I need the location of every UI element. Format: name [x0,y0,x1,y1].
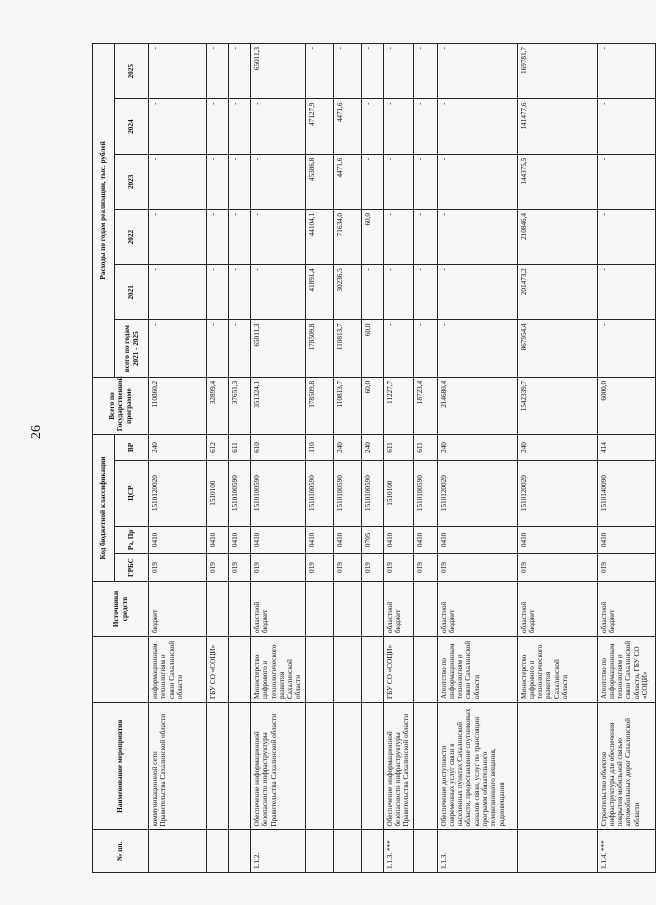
row-num [229,830,251,873]
header-year-2021: 2021 [115,265,149,320]
table-row [251,44,306,873]
row-total: 110813,7 [333,377,361,434]
row-2024: - [383,99,413,154]
row-2025: 65011,3 [251,44,306,99]
row-csr: 1510120020 [149,460,207,526]
row-rzpr: 0410 [437,526,517,554]
row-vr: 611 [229,435,251,461]
row-total: 32899,4 [207,377,229,434]
row-vr: 414 [597,435,655,461]
row-csr: 1510100590 [361,460,383,526]
row-total-years: - [597,320,655,377]
row-source: областной бюджет [383,581,413,636]
header-year-2025: 2025 [115,44,149,99]
row-total-years: - [413,320,437,377]
row-2022: - [383,209,413,264]
row-2022: 71634,0 [333,209,361,264]
row-2022: 210846,4 [517,209,597,264]
header-num: № пп. [93,830,149,873]
row-2025: - [597,44,655,99]
row-rzpr: 0410 [149,526,207,554]
row-csr: 1510100 [207,460,229,526]
row-source [413,581,437,636]
header-csr: ЦСР [115,460,149,526]
row-2025: - [437,44,517,99]
row-name [333,702,361,830]
row-total-years: - [229,320,251,377]
row-2024: - [251,99,306,154]
row-2024: - [149,99,207,154]
row-2022: 44104,1 [305,209,333,264]
row-name [207,702,229,830]
table-row [383,44,413,873]
page-number: 26 [29,425,44,439]
row-2025: - [207,44,229,99]
row-num: 1.1.3. [437,830,517,873]
row-total: 60,0 [361,377,383,434]
row-2024: - [207,99,229,154]
row-2024: - [437,99,517,154]
header-rzpr: Рз, Пр [115,526,149,554]
row-vr: 610 [251,435,306,461]
row-name [305,702,333,830]
row-grbs: 019 [149,554,207,582]
row-2021: 41891,4 [305,265,333,320]
row-2024: - [413,99,437,154]
row-2023: - [251,154,306,209]
row-executor: информационным технологиям и связи Сахалинской области [149,637,207,703]
row-name [517,702,597,830]
row-source: областной бюджет [517,581,597,636]
row-num: 1.1.2. [251,830,306,873]
row-2024: 4471,6 [333,99,361,154]
row-rzpr: 0705 [361,526,383,554]
row-2025: - [361,44,383,99]
row-csr: 1510100590 [305,460,333,526]
row-2021: - [149,265,207,320]
row-vr: 240 [361,435,383,461]
row-grbs: 019 [383,554,413,582]
row-total: 6000,0 [597,377,655,434]
rotated-table-wrapper [92,43,649,873]
row-name [413,702,437,830]
row-total: 37651,3 [229,377,251,434]
row-source [305,581,333,636]
row-2021: - [229,265,251,320]
row-rzpr: 0410 [597,526,655,554]
row-csr: 1510100590 [333,460,361,526]
row-executor: ГБУ СО «СОЦИ» [383,637,413,703]
row-source [207,581,229,636]
row-num [517,830,597,873]
row-2021: - [383,265,413,320]
row-grbs: 019 [597,554,655,582]
row-num: 1.1.4. *** [597,830,655,873]
row-source: бюджет [149,581,207,636]
row-total: 1542339,7 [517,377,597,434]
row-csr: 1510100 [383,460,413,526]
row-num [333,830,361,873]
row-rzpr: 0410 [207,526,229,554]
row-2023: - [149,154,207,209]
row-grbs: 019 [251,554,306,582]
row-vr: 110 [305,435,333,461]
row-name: Строительство объектов инфраструктуры для обеспечения покрытия мобильной связью автомобильных дорог Сахалинской области [597,702,655,830]
row-csr: 1510100590 [251,460,306,526]
row-vr: 240 [149,435,207,461]
row-total-years: 867954,4 [517,320,597,377]
table-row [361,44,383,873]
row-rzpr: 0410 [413,526,437,554]
row-total-years: 178509,8 [305,320,333,377]
row-grbs: 019 [361,554,383,582]
row-2024: - [597,99,655,154]
header-source: Источники средств [93,581,149,636]
row-executor [305,637,333,703]
row-num [305,830,333,873]
row-grbs: 019 [517,554,597,582]
row-csr: 1510120020 [517,460,597,526]
header-year-2023: 2023 [115,154,149,209]
row-source [361,581,383,636]
row-source: областной бюджет [437,581,517,636]
row-2022: - [437,209,517,264]
table-body [149,44,656,873]
row-2025: - [333,44,361,99]
row-executor: Министерство цифрового и технологического развития Сахалинской области [251,637,306,703]
row-executor: Агентство по информационным технологиям и связи Сахалинской области, ГБУ СО «СОЦИ» [597,637,655,703]
table-row [413,44,437,873]
row-total-years: - [207,320,229,377]
header-costs-group: Расходы по годам реализации, тыс. рублей [93,44,115,378]
row-num [413,830,437,873]
row-executor [413,637,437,703]
row-2022: - [149,209,207,264]
row-rzpr: 0410 [517,526,597,554]
header-executor [93,637,149,703]
row-total-years: 65011,3 [251,320,306,377]
row-name: Обеспечение информационной безопасности инфраструктуры Правительства Сахалинской области [383,702,413,830]
row-name [229,702,251,830]
row-grbs: 019 [207,554,229,582]
row-2021: - [251,265,306,320]
header-total-years: всего по годам 2021 - 2025 [115,320,149,377]
row-name: коммуникационной сети Правительства Сахалинской области [149,702,207,830]
row-rzpr: 0410 [251,526,306,554]
row-2021: 201473,2 [517,265,597,320]
row-2023: - [597,154,655,209]
row-2023: - [361,154,383,209]
row-2021: - [413,265,437,320]
row-executor: Министерство цифрового и технологического развития Сахалинской области [517,637,597,703]
row-name: Обеспечение информационной безопасности инфраструктуры Правительства Сахалинской области [251,702,306,830]
row-total: 18723,4 [413,377,437,434]
row-csr: 1510100590 [229,460,251,526]
row-num: 1.1.3. *** [383,830,413,873]
row-source: областной бюджет [597,581,655,636]
row-total: 351324,1 [251,377,306,434]
table-row [333,44,361,873]
row-total-years: 110813,7 [333,320,361,377]
header-vr: ВР [115,435,149,461]
row-total-years: - [437,320,517,377]
row-2025: - [229,44,251,99]
table-row [305,44,333,873]
row-num [149,830,207,873]
row-rzpr: 0410 [229,526,251,554]
row-source [229,581,251,636]
row-grbs: 019 [229,554,251,582]
row-name: Обеспечение доступности современных услуг связи в населенных пунктах Сахалинской области, предоставление спутниковых каналов связи, услуг по трансляции программ обязательного телевизионного вещания, радиовещания [437,702,517,830]
row-vr: 240 [437,435,517,461]
row-vr: 611 [383,435,413,461]
budget-table [92,43,656,873]
row-vr: 611 [413,435,437,461]
row-grbs: 019 [305,554,333,582]
table-row [437,44,517,873]
row-2022: - [229,209,251,264]
header-total-program: Всего по Государственной программе [93,377,149,434]
row-total-years: 60,0 [361,320,383,377]
row-num [207,830,229,873]
row-rzpr: 0410 [333,526,361,554]
row-total: 178509,8 [305,377,333,434]
row-2025: - [413,44,437,99]
row-executor [361,637,383,703]
row-vr: 240 [333,435,361,461]
table-row [207,44,229,873]
row-total: 214680,4 [437,377,517,434]
row-name [361,702,383,830]
row-2025: - [149,44,207,99]
row-grbs: 019 [437,554,517,582]
row-2023: - [229,154,251,209]
table-row [517,44,597,873]
header-grbs: ГРБС [115,554,149,582]
table-row [597,44,655,873]
row-2023: - [383,154,413,209]
table-row [229,44,251,873]
row-num [361,830,383,873]
row-2022: - [413,209,437,264]
table-row [149,44,207,873]
row-2025: - [383,44,413,99]
row-2022: - [251,209,306,264]
row-2021: - [437,265,517,320]
row-2021: 30236,5 [333,265,361,320]
row-total: 110860,2 [149,377,207,434]
row-2021: - [207,265,229,320]
row-executor: ГБУ СО «СОЦИ» [207,637,229,703]
row-2023: - [437,154,517,209]
header-name: Наименование мероприятия [93,702,149,830]
row-csr: 1510120020 [437,460,517,526]
row-2023: - [207,154,229,209]
row-total-years: - [383,320,413,377]
row-2022: - [207,209,229,264]
row-2023: 144375,5 [517,154,597,209]
header-year-2024: 2024 [115,99,149,154]
row-source: областной бюджет [251,581,306,636]
row-grbs: 019 [413,554,437,582]
header-code-group: Код бюджетной классификации [93,435,115,582]
header-year-2022: 2022 [115,209,149,264]
row-grbs: 019 [333,554,361,582]
row-2024: - [361,99,383,154]
row-csr: 1510100590 [413,460,437,526]
row-2021: - [597,265,655,320]
row-rzpr: 0410 [305,526,333,554]
row-2023: 4471,6 [333,154,361,209]
row-2021: - [361,265,383,320]
row-vr: 240 [517,435,597,461]
row-2023: 45386,8 [305,154,333,209]
row-executor [229,637,251,703]
row-executor [333,637,361,703]
row-2022: 60,0 [361,209,383,264]
row-vr: 612 [207,435,229,461]
row-source [333,581,361,636]
row-2023: - [413,154,437,209]
row-2025: - [305,44,333,99]
row-2022: - [597,209,655,264]
row-2024: - [229,99,251,154]
row-csr: 1510140090 [597,460,655,526]
row-2025: 169781,7 [517,44,597,99]
row-total: 11227,7 [383,377,413,434]
row-total-years: - [149,320,207,377]
row-executor: Агентство по информационным технологиям и связи Сахалинской области [437,637,517,703]
row-rzpr: 0410 [383,526,413,554]
row-2024: 47127,9 [305,99,333,154]
row-2024: 141477,6 [517,99,597,154]
